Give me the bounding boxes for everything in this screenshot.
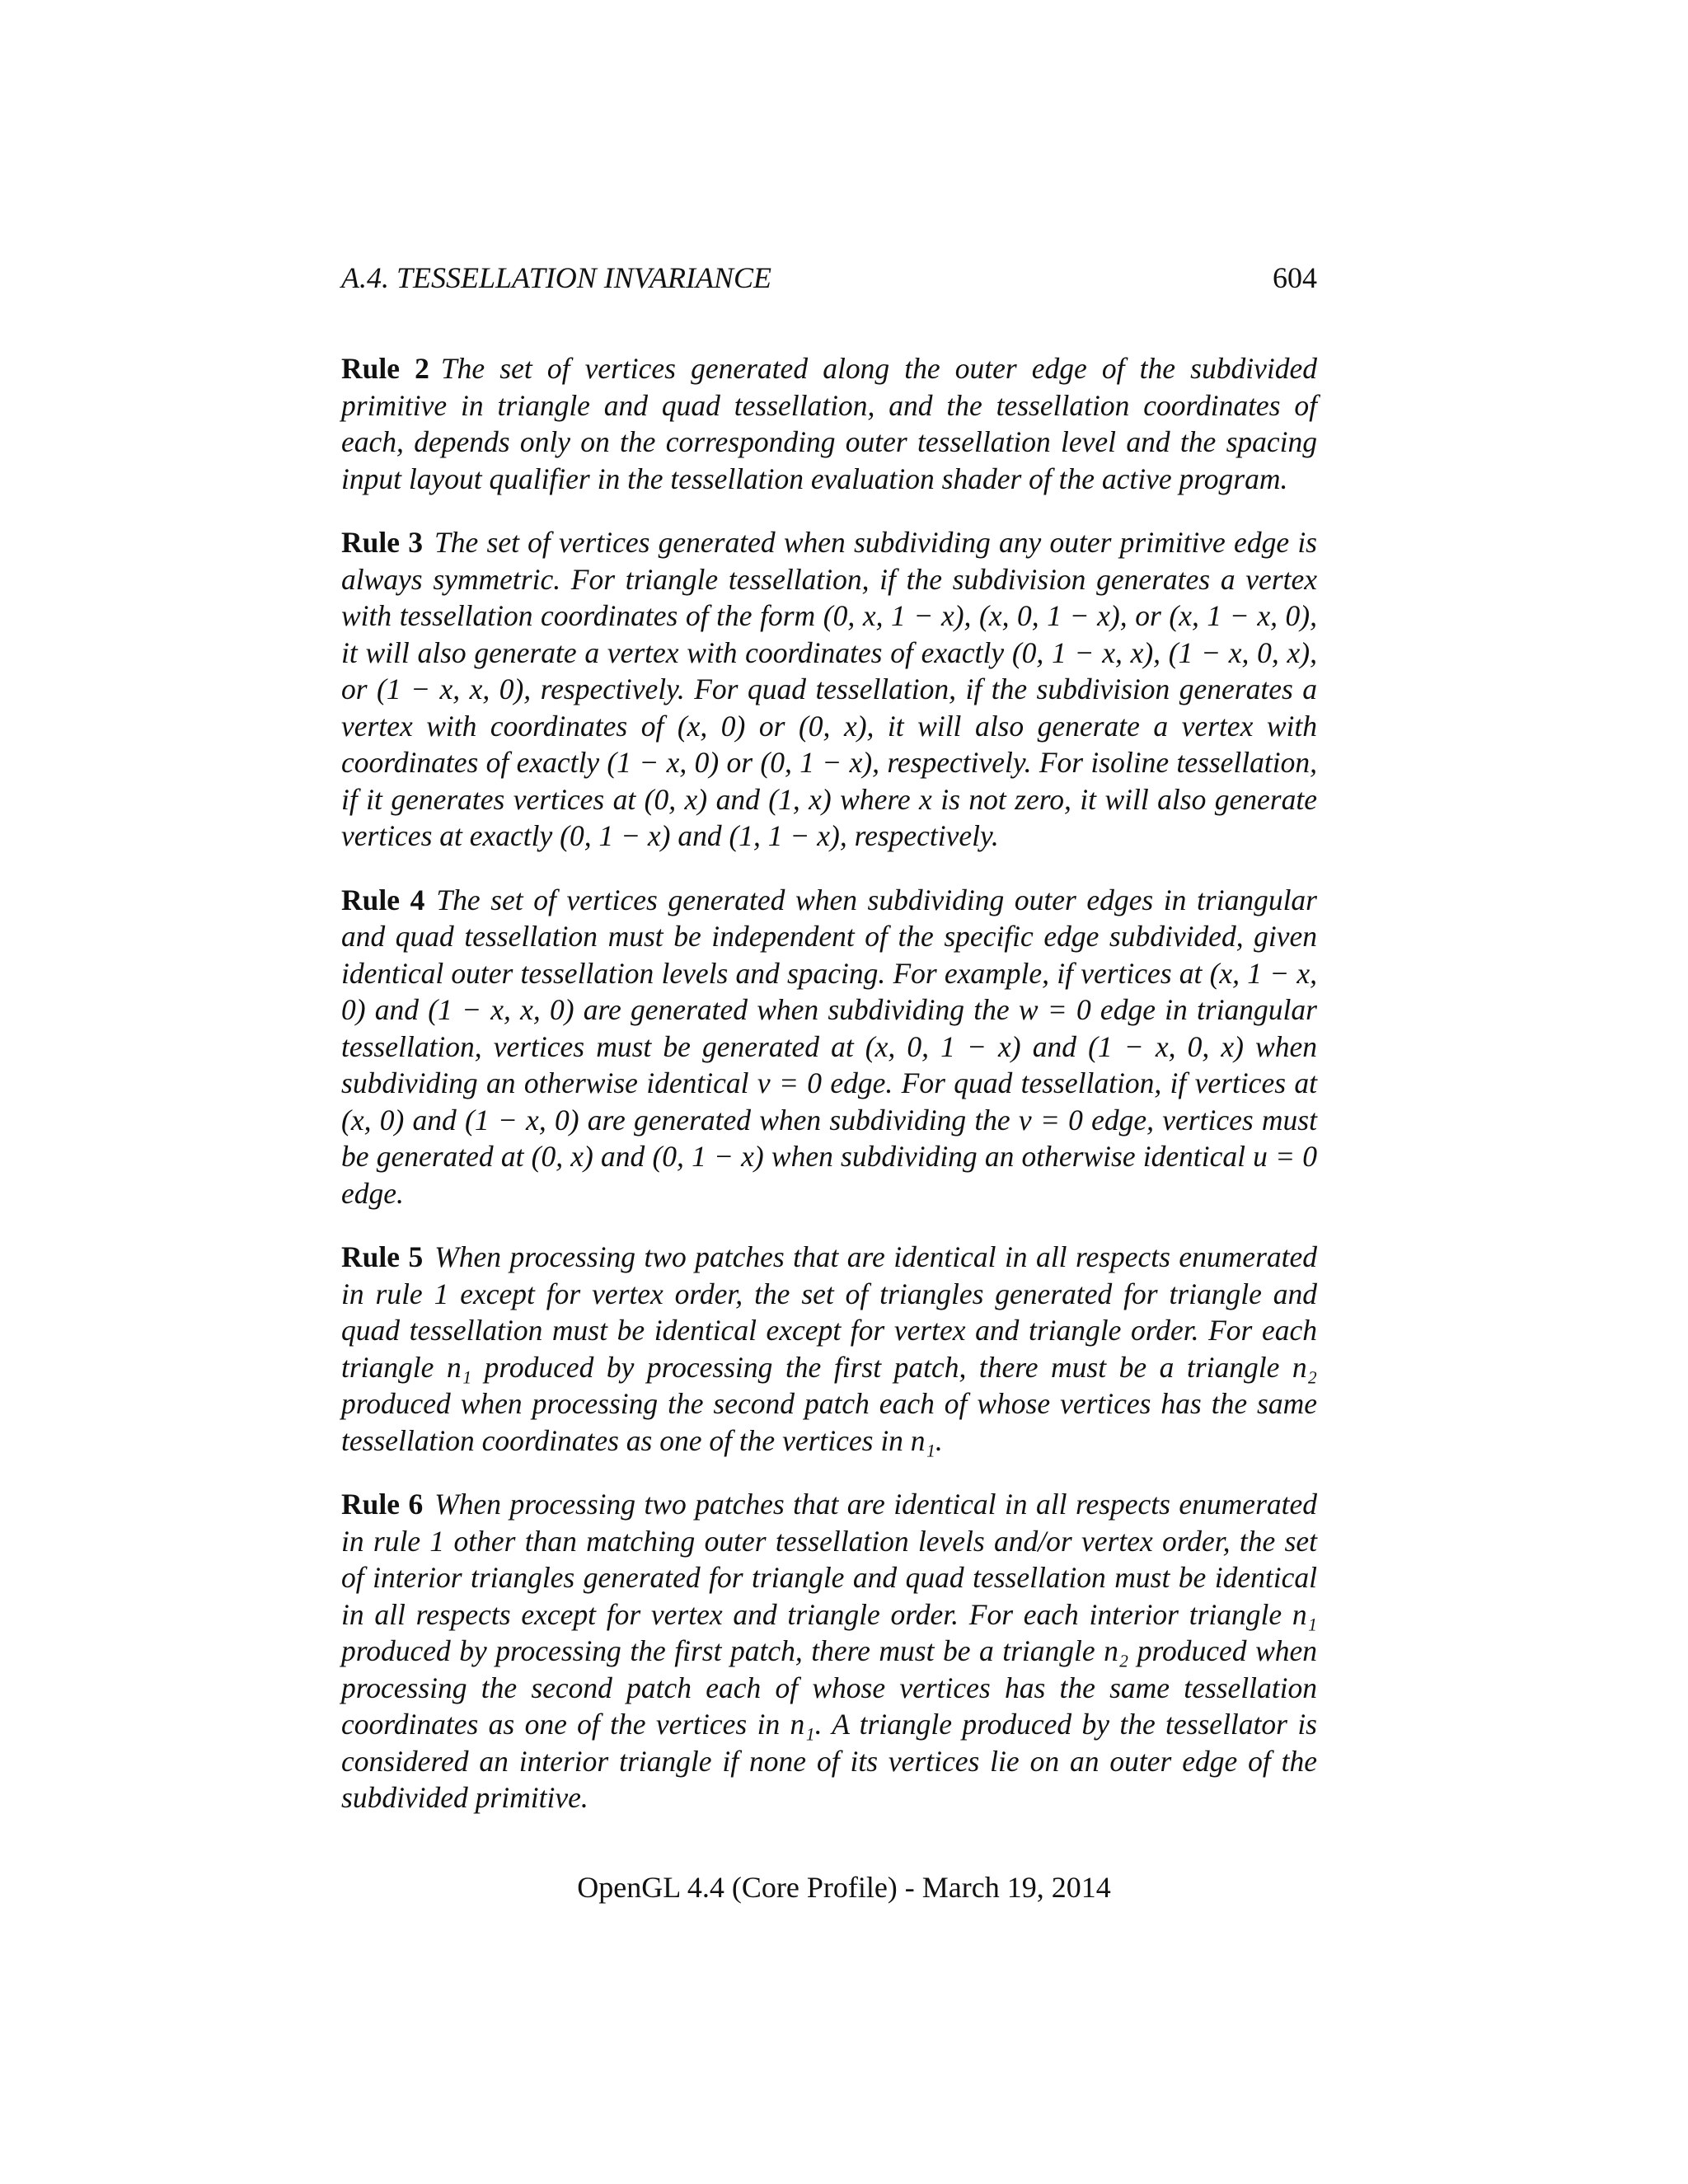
rule-text: The set of vertices generated when subdividing any outer primitive edge is always symmetric. For triangle tessellation, if the subdivision generates a vertex with tessellation coordinates of the form (0, x, 1 − x), (x, 0, 1 − x), or (x, 1 − x, 0), it will also generate a vertex with coordinates of exactly (0, 1 − x, x), (1 − x, 0, x), or (1 − x, x, 0), respectively. For quad tessellation, if the subdivision generates a vertex with coordinates of (x, 0) or (0, x), it will also generate a vertex with coordinates of exactly (1 − x, 0) or (0, 1 − x), respectively. For isoline tessellation, if it generates vertices at (0, x) and (1, x) where x is not zero, it will also generate vertices at exactly (0, 1 − x) and (1, 1 − x), respectively. — [341, 526, 1317, 852]
rule-label: Rule 2 — [341, 352, 429, 385]
page-footer: OpenGL 4.4 (Core Profile) - March 19, 2014 — [577, 1871, 1111, 1904]
rule-label: Rule 6 — [341, 1488, 424, 1521]
rule-text: The set of vertices generated along the outer edge of the subdivided primitive in triangle and quad tessellation, and the tessellation coordinates of each, depends only on the corresponding outer tessellation level and the spacing input layout qualifier in the tessellation evaluation shader of the active program. — [341, 352, 1317, 495]
rule-4 — [341, 882, 1317, 1212]
rule-3 — [341, 524, 1317, 855]
page-number: 604 — [1273, 261, 1317, 294]
rule-label: Rule 5 — [341, 1240, 424, 1273]
rule-text: When processing two patches that are identical in all respects enumerated in rule 1 other than matching outer tessellation levels and/or vertex order, the set of interior triangles generated for triangle and quad tessellation must be identical in all respects except for vertex and triangle order. For each interior triangle n₁ produced by processing the first patch, there must be a triangle n₂ produced when processing the second patch each of whose vertices has the same tessellation coordinates as one of the vertices in n₁. A triangle produced by the tessellator is considered an interior triangle if none of its vertices lie on an outer edge of the subdivided primitive. — [341, 1488, 1318, 1814]
rule-2 — [341, 350, 1317, 497]
rules-section — [341, 350, 1317, 1844]
rule-6 — [341, 1486, 1317, 1816]
page-header — [341, 257, 1317, 298]
rule-text: When processing two patches that are identical in all respects enumerated in rule 1 except for vertex order, the set of triangles generated for triangle and quad tessellation must be identical except for vertex and triangle order. For each triangle n₁ produced by processing the first patch, there must be a triangle n₂ produced when processing the second patch each of whose vertices has the same tessellation coordinates as one of the vertices in n₁. — [341, 1240, 1318, 1457]
rule-label: Rule 4 — [341, 883, 425, 916]
rule-text: The set of vertices generated when subdividing outer edges in triangular and quad tessellation must be independent of the specific edge subdivided, given identical outer tessellation levels and spacing. For example, if vertices at (x, 1 − x, 0) and (1 − x, x, 0) are generated when subdividing the w = 0 edge in triangular tessellation, vertices must be generated at (x, 0, 1 − x) and (1 − x, 0, x) when subdividing an otherwise identical v = 0 edge. For quad tessellation, if vertices at (x, 0) and (1 − x, 0) are generated when subdividing the v = 0 edge, vertices must be generated at (0, x) and (0, 1 − x) when subdividing an otherwise identical u = 0 edge. — [341, 883, 1317, 1210]
rule-5 — [341, 1239, 1317, 1459]
running-head: A.4. TESSELLATION INVARIANCE — [341, 261, 771, 294]
rule-label: Rule 3 — [341, 526, 423, 559]
